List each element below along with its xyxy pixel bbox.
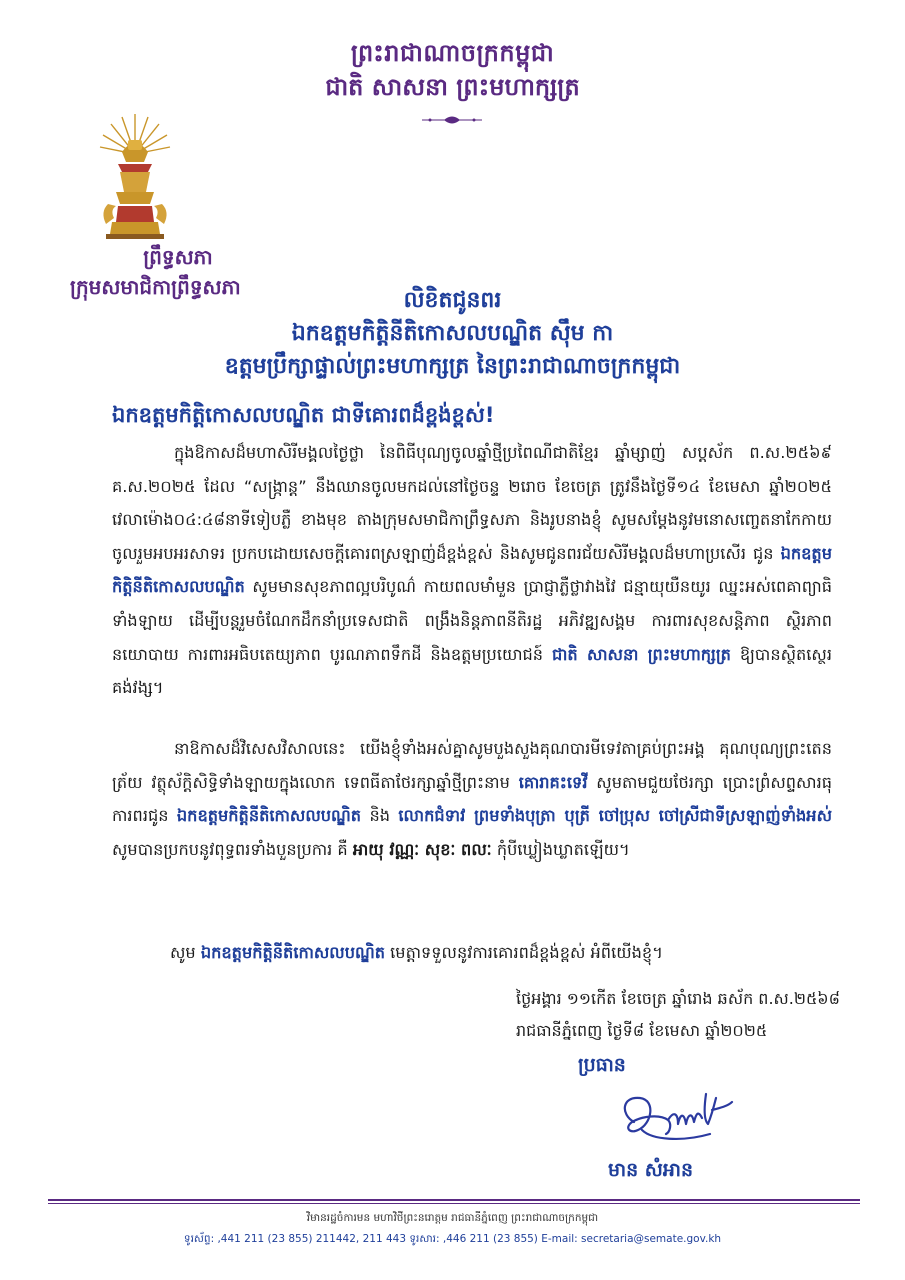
footer-divider: [48, 1203, 860, 1204]
lunar-date: ថ្ងៃអង្គារ ១១កើត ខែចេត្រ ឆ្នាំរោង ឆស័ក ព.ស.២៥៦៨: [516, 989, 840, 1008]
national-motto: ជាតិ សាសនា ព្រះមហាក្សត្រ: [325, 73, 580, 101]
family-highlight: លោកជំទាវ ព្រមទាំងបុត្រា បុត្រី ចៅប្រុស ចៅស្រីជាទីស្រឡាញ់ទាំងអស់: [398, 806, 832, 826]
recipient-title-highlight: ឯកឧត្តមកិត្តិនីតិកោសលបណ្ឌិត: [200, 943, 386, 962]
senate-emblem-icon: [98, 112, 172, 240]
letter-title: លិខិតជូនពរ: [403, 288, 502, 313]
paragraph-text: សូមបានប្រកបនូវពុទ្ធពរទាំងបួនប្រការ គឺ: [112, 839, 353, 859]
president-name: មាន សំអាន: [608, 1159, 694, 1181]
solar-date: រាជធានីភ្នំពេញ ថ្ងៃទី៨ ខែមេសា ឆ្នាំ២០២៥: [516, 1021, 768, 1040]
senate-name: ព្រឹទ្ធសភា: [143, 245, 213, 269]
ornament-divider: [420, 113, 484, 127]
kingdom-name: ព្រះរាជាណាចក្រកម្ពុជា: [350, 39, 555, 67]
footer-contact: ទូរស័ព្ទ: ,441 211 (23 855) 211442, 211 443 ទូរសារ: ,446 211 (23 855) E-mail: secretaria@semate.gov.kh: [183, 1233, 722, 1245]
paragraph-text: សូមមានសុខភាពល្អបរិបូណ៌ កាយពលមាំមួន ប្រាជ្ញាភ្លឺថ្លាវាងវៃ ជន្មាយុយឺនយូរ ឈ្នះអស់ពេគាព្យាធិទាំងឡាយ ដើម្បីបន្តរួមចំណែកដឹកនាំប្រទេសជាតិ ពង្រឹងនិន្តភាពនីតិរដ្ឋ អភិវឌ្ឍសង្គម ការពារសុខសន្តិភាព ស្ថិរភាពនយោបាយ ការពារអធិបតេយ្យភាព បូរណភាពទឹកដី និងឧត្តមប្រយោជន៍: [112, 577, 832, 664]
recipient-position: ឧត្តមប្រឹក្សាផ្ទាល់ព្រះមហាក្សត្រ នៃព្រះរាជាណាចក្រកម្ពុជា: [224, 354, 681, 379]
paragraph-text: មេត្តាទទួលនូវការគោរពដ៏ខ្ពង់ខ្ពស់ អំពីយើងខ្ញុំ។: [385, 943, 663, 962]
recipient-name: ឯកឧត្តមកិត្តិនីតិកោសលបណ្ឌិត ស៊ឹម កា: [291, 321, 614, 346]
footer-address: វិមានរដ្ឋចំការមន មហាវិថីព្រះនរោត្តម រាជធានីភ្នំពេញ ព្រះរាជាណាចក្រកម្ពុជា: [306, 1212, 599, 1224]
recipient-title-highlight: ឯកឧត្តមកិត្តិនីតិកោសលបណ្ឌិត: [176, 806, 362, 826]
paragraph-text: និង: [361, 806, 399, 826]
signature-image: [612, 1084, 740, 1150]
deity-name-highlight: គោរាគះទេវី: [518, 772, 588, 792]
body-paragraph-2: [112, 732, 832, 866]
body-paragraph-3: [112, 936, 832, 970]
paragraph-text: កុំបីឃ្លៀងឃ្លាតឡើយ។: [491, 839, 630, 859]
recipient-title-highlight: ឯកឧត្តមកិត្តិនីតិកោសលបណ្ឌិត: [112, 543, 832, 597]
blessings-text: អាយុ វណ្ណៈ សុខៈ ពលៈ: [352, 839, 492, 859]
paragraph-text: ឱ្យបានស្ថិតស្ថេរគង់វង្ស។: [112, 644, 832, 698]
footer-divider: [48, 1199, 860, 1201]
paragraph-text: នាឱកាសដ៏វិសេសវិសាលនេះ យើងខ្ញុំទាំងអស់គ្នាសូមបួងសួងគុណបារមីទេវតាគ្រប់ព្រះអង្គ គុណបុណ្យព្រះតេនត្រ័យ វត្ថុស័ក្តិសិទ្ធិទាំងឡាយក្នុងលោក ទេពធីតាថែរក្សាឆ្នាំថ្មីព្រះនាម: [112, 739, 832, 792]
motto-highlight: ជាតិ សាសនា ព្រះមហាក្សត្រ: [551, 644, 731, 664]
salutation: ឯកឧត្តមកិត្តិកោសលបណ្ឌិត ជាទីគោរពដ៏ខ្ពង់ខ្ពស់!: [112, 403, 495, 427]
president-title: ប្រធាន: [578, 1054, 626, 1076]
senate-group-name: ក្រុមសមាជិកាព្រឹទ្ធសភា: [70, 275, 241, 299]
body-paragraph-1: [112, 436, 832, 705]
paragraph-text: សូម: [170, 943, 201, 962]
paragraph-text: សូមតាមជួយថែរក្សា ប្រោះព្រំសព្ទសារធុការពរជូន: [112, 772, 832, 826]
paragraph-text: ក្នុងឱកាសដ៏មហាសិរីមង្គលថ្ងៃថ្លា នៃពិធីបុណ្យចូលឆ្នាំថ្មីប្រពៃណីជាតិខ្មែរ ឆ្នាំម្សាញ់ សប្តស័ក ព.ស.២៥៦៩ គ.ស.២០២៥ ដែល “សង្ក្រាន្ត” នឹងឈានចូលមកដល់នៅថ្ងៃចន្ទ ២រោច ខែចេត្រ ត្រូវនឹងថ្ងៃទី១៤ ខែមេសា ឆ្នាំ២០២៥ វេលាម៉ោង០៤:៤៨នាទីទៀបភ្លឺ ខាងមុខ តាងក្រុមសមាជិកាព្រឹទ្ធសភា និងរូបនាងខ្ញុំ សូមសម្តែងនូវមនោសញ្ចេតនាកែកាយ ចូលរួមអបអរសាទរ ប្រកបដោយសេចក្តីគោរពស្រឡាញ់ដ៏ខ្ពង់ខ្ពស់ និងសូមជូនពរជ័យសិរីមង្គលដ៏មហាប្រសើរ ជូន: [112, 443, 832, 563]
